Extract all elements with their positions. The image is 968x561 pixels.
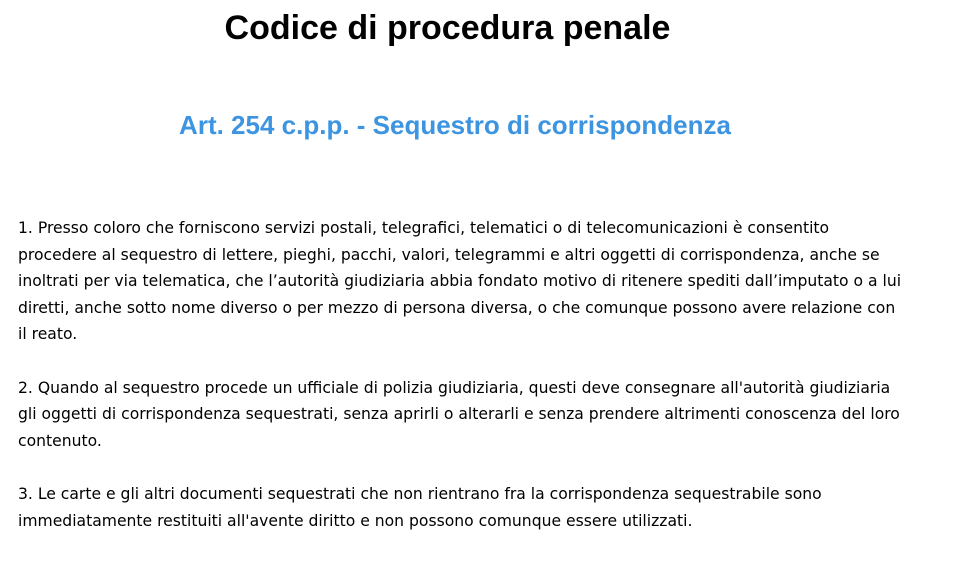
paragraph-2: 2. Quando al sequestro procede un ufficiale di polizia giudiziaria, questi deve consegnare all'autorità giudiziaria gli oggetti di corrispondenza sequestrati, senza aprirli o alterarli e senza prendere altrimenti conoscenza del loro contenuto. xyxy=(18,378,900,450)
paragraph-3: 3. Le carte e gli altri documenti sequestrati che non rientrano fra la corrispondenza sequestrabile sono immediatamente restituiti all'avente diritto e non possono comunque essere utilizzati. xyxy=(18,484,822,530)
article-body xyxy=(18,215,908,561)
paragraph-1: 1. Presso coloro che forniscono servizi postali, telegrafici, telematici o di telecomunicazioni è consentito procedere al sequestro di lettere, pieghi, pacchi, valori, telegrammi e altri oggetti di corrispondenza, anche se inoltrati per via telematica, che l’autorità giudiziaria abbia fondato motivo di ritenere spediti dall’imputato o a lui diretti, anche sotto nome diverso o per mezzo di persona diversa, o che comunque possono avere relazione con il reato. xyxy=(18,219,902,344)
article-title: Art. 254 c.p.p. - Sequestro di corrispondenza xyxy=(179,110,731,140)
page-title: Codice di procedura penale xyxy=(224,9,671,47)
